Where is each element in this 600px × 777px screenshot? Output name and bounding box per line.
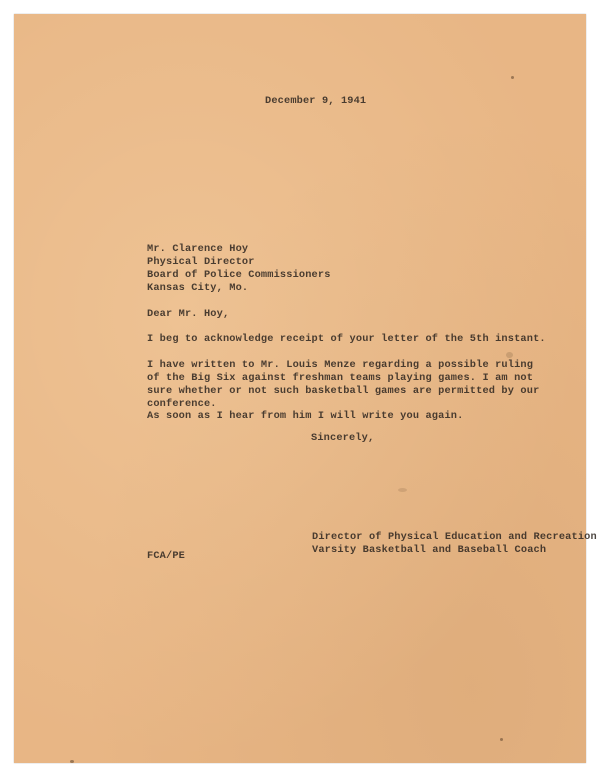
address-line: Mr. Clarence Hoy — [147, 243, 249, 255]
address-line: Physical Director — [147, 256, 255, 268]
paragraph-line: sure whether or not such basketball games are permitted by our — [147, 385, 540, 397]
paragraph-line: of the Big Six against freshman teams playing games. I am not — [147, 372, 534, 384]
paragraph-line: I have written to Mr. Louis Menze regarding a possible ruling — [147, 359, 534, 371]
letter-date: December 9, 1941 — [265, 95, 367, 107]
closing: Sincerely, — [311, 432, 375, 444]
salutation: Dear Mr. Hoy, — [147, 308, 230, 320]
letter-page — [14, 14, 597, 763]
paper-smudge — [506, 352, 513, 358]
typist-initials: FCA/PE — [147, 550, 185, 562]
signature-title: Varsity Basketball and Baseball Coach — [312, 544, 547, 556]
paper-speck — [500, 738, 503, 741]
signature-title: Director of Physical Education and Recreation — [312, 531, 597, 543]
paper-speck — [70, 760, 74, 763]
paragraph-3: As soon as I hear from him I will write you again. — [147, 410, 464, 422]
paper-smudge — [398, 488, 407, 492]
address-line: Board of Police Commissioners — [147, 269, 331, 281]
paragraph-line: conference. — [147, 398, 217, 410]
paragraph-1: I beg to acknowledge receipt of your letter of the 5th instant. — [147, 333, 546, 345]
address-line: Kansas City, Mo. — [147, 282, 249, 294]
paper-speck — [511, 76, 514, 79]
